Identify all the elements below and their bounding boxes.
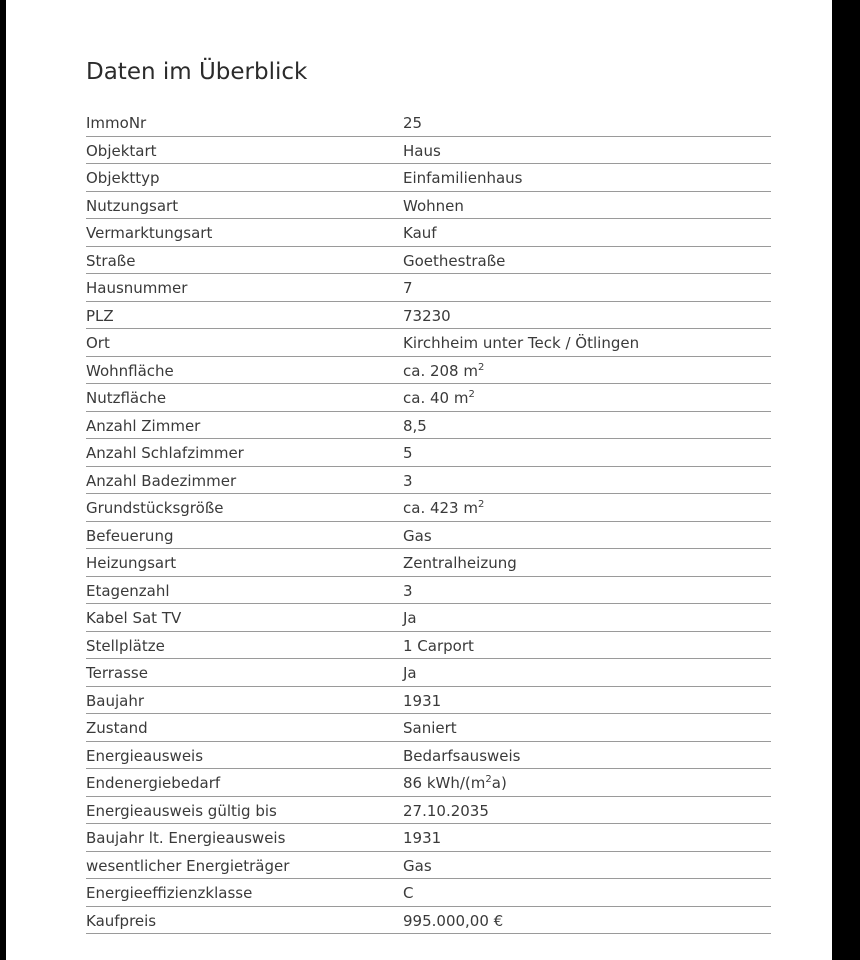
row-label: Terrasse (86, 664, 148, 682)
row-value-text: Kauf (403, 224, 437, 242)
row-value (403, 114, 422, 132)
row-label: Anzahl Badezimmer (86, 471, 237, 490)
row-value (403, 527, 432, 545)
row-value-text: Gas (403, 856, 432, 875)
row-value (403, 857, 432, 875)
row-value (403, 912, 503, 930)
row-value (403, 499, 484, 517)
row-label: Baujahr (86, 691, 145, 710)
row-value (403, 802, 489, 820)
table-row (86, 439, 771, 467)
row-label: Objekttyp (86, 169, 160, 187)
row-value (403, 252, 505, 270)
row-value-text: 86 kWh/(m (403, 774, 486, 792)
table-row (86, 494, 771, 522)
row-value-suffix: a) (491, 774, 507, 792)
row-value (403, 747, 521, 765)
row-value-text: 27.10.2035 (403, 801, 489, 820)
row-label: Kabel Sat TV (86, 609, 182, 627)
row-value (403, 664, 417, 682)
table-row (86, 329, 771, 357)
row-value-text: 5 (403, 444, 413, 462)
row-value (403, 334, 639, 352)
table-row (86, 824, 771, 852)
row-label: Grundstücksgröße (86, 499, 224, 517)
row-label: Straße (86, 251, 136, 270)
table-row (86, 907, 771, 935)
table-row (86, 247, 771, 275)
table-row (86, 632, 771, 660)
table-row (86, 357, 771, 385)
row-label: Befeuerung (86, 526, 174, 545)
row-label: Heizungsart (86, 554, 177, 572)
table-row (86, 274, 771, 302)
row-value-text: Goethestraße (403, 251, 506, 270)
row-value-superscript: 2 (478, 499, 485, 510)
row-value-text: ca. 423 m (403, 499, 478, 517)
row-value (403, 389, 475, 407)
row-label: Nutzungsart (86, 196, 179, 215)
table-row (86, 577, 771, 605)
row-value-superscript: 2 (485, 774, 492, 785)
row-label: Hausnummer (86, 279, 188, 297)
table-row (86, 109, 771, 137)
table-row (86, 467, 771, 495)
page (6, 0, 832, 960)
details-table (86, 109, 771, 934)
row-value-text: ca. 40 m (403, 389, 469, 407)
row-label: wesentlicher Energieträger (86, 856, 290, 875)
row-label: Zustand (86, 719, 148, 737)
row-value (403, 554, 517, 572)
table-row (86, 522, 771, 550)
row-label: Etagenzahl (86, 581, 170, 600)
row-value (403, 444, 413, 462)
row-value-text: Bedarfsausweis (403, 746, 521, 765)
row-value-text: Haus (403, 141, 441, 160)
table-row (86, 164, 771, 192)
row-value-text: 1 Carport (403, 636, 474, 655)
row-value-text: 1931 (403, 829, 442, 847)
row-label: Wohnfläche (86, 361, 174, 380)
row-value (403, 362, 484, 380)
table-row (86, 219, 771, 247)
row-value-superscript: 2 (478, 361, 485, 373)
table-row (86, 192, 771, 220)
row-label: Anzahl Schlafzimmer (86, 444, 244, 462)
table-row (86, 137, 771, 165)
row-value (403, 279, 413, 297)
row-label: Nutzfläche (86, 389, 167, 407)
row-value-text: 73230 (403, 306, 451, 325)
table-row (86, 714, 771, 742)
table-row (86, 659, 771, 687)
row-label: Ort (86, 334, 110, 352)
row-label: Energieausweis (86, 746, 204, 765)
row-value-text: 995.000,00 € (403, 911, 504, 930)
row-label: Energieausweis gültig bis (86, 801, 277, 820)
table-row (86, 797, 771, 825)
row-value (403, 829, 441, 847)
table-row (86, 549, 771, 577)
row-value-text: Gas (403, 526, 432, 545)
row-value-text: C (403, 884, 414, 902)
row-value (403, 197, 464, 215)
row-value-text: Saniert (403, 719, 457, 737)
table-row (86, 302, 771, 330)
row-value (403, 582, 413, 600)
row-value (403, 224, 437, 242)
row-value (403, 609, 417, 627)
row-value (403, 169, 523, 187)
row-value-text: Wohnen (403, 196, 464, 215)
row-value-text: Kirchheim unter Teck / Ötlingen (403, 334, 640, 352)
row-value (403, 692, 441, 710)
row-value (403, 719, 457, 737)
row-value-text: ca. 208 m (403, 361, 478, 380)
row-value (403, 774, 507, 792)
row-value (403, 637, 474, 655)
row-label: Endenergiebedarf (86, 774, 221, 792)
row-label: Anzahl Zimmer (86, 416, 201, 435)
row-value-text: Zentralheizung (403, 554, 517, 572)
table-row (86, 879, 771, 907)
row-label: Energieeffizienzklasse (86, 884, 253, 902)
row-label: Objektart (86, 141, 157, 160)
row-value (403, 417, 427, 435)
row-label: Kaufpreis (86, 911, 157, 930)
row-value-text: 25 (403, 114, 423, 132)
table-row (86, 687, 771, 715)
row-value (403, 472, 413, 490)
row-value-text: Ja (403, 609, 417, 627)
table-row (86, 769, 771, 797)
table-row (86, 412, 771, 440)
row-value-text: 1931 (403, 691, 442, 710)
row-label: Baujahr lt. Energieausweis (86, 829, 286, 847)
row-value-superscript: 2 (468, 389, 475, 400)
row-value (403, 307, 451, 325)
row-value-text: 3 (403, 471, 413, 490)
row-label: Vermarktungsart (86, 224, 213, 242)
row-value-text: 8,5 (403, 416, 427, 435)
table-row (86, 604, 771, 632)
table-row (86, 384, 771, 412)
row-value-text: Ja (403, 664, 417, 682)
row-value (403, 884, 413, 902)
row-value (403, 142, 441, 160)
table-row (86, 742, 771, 770)
table-row (86, 852, 771, 880)
row-label: Stellplätze (86, 636, 165, 655)
row-value-text: 7 (403, 279, 413, 297)
row-label: PLZ (86, 306, 114, 325)
row-value-text: Einfamilienhaus (403, 169, 523, 187)
page-title: Daten im Überblick (86, 59, 308, 85)
row-label: ImmoNr (86, 114, 147, 132)
row-value-text: 3 (403, 581, 413, 600)
